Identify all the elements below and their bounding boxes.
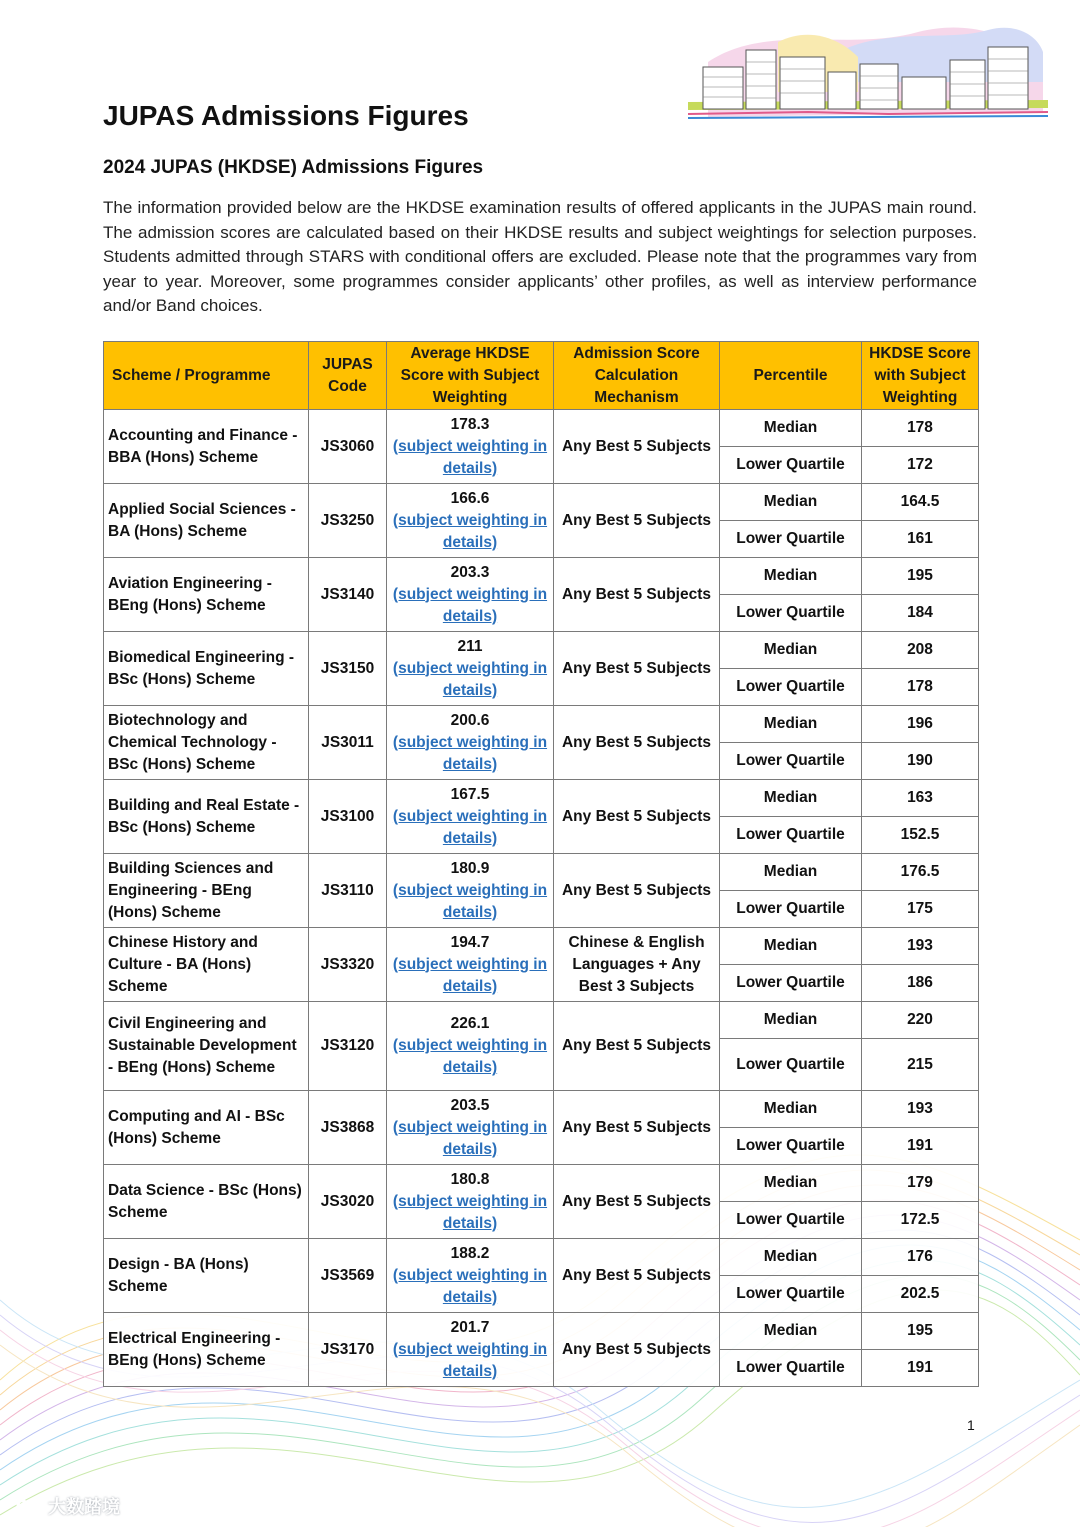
lower-quartile-score: 161	[862, 521, 979, 558]
calculation-mechanism: Any Best 5 Subjects	[554, 780, 720, 854]
lower-quartile-label: Lower Quartile	[720, 817, 862, 854]
watermark	[8, 1493, 120, 1519]
lower-quartile-label: Lower Quartile	[720, 1039, 862, 1091]
header-average: Average HKDSE Score with Subject Weighting	[387, 342, 554, 410]
scheme-name: Applied Social Sciences - BA (Hons) Scheme	[104, 484, 309, 558]
average-score-cell	[387, 1002, 554, 1091]
median-label: Median	[720, 632, 862, 669]
section-subtitle: 2024 JUPAS (HKDSE) Admissions Figures	[103, 157, 484, 178]
calculation-mechanism: Any Best 5 Subjects	[554, 1313, 720, 1387]
average-score: 167.5	[450, 785, 490, 803]
median-score: 208	[862, 632, 979, 669]
average-score-cell	[387, 1165, 554, 1239]
campus-buildings-illustration	[688, 22, 1048, 137]
table-row	[104, 1239, 979, 1276]
average-score: 188.2	[450, 1244, 490, 1262]
calculation-mechanism: Any Best 5 Subjects	[554, 1091, 720, 1165]
jupas-code: JS3020	[309, 1165, 387, 1239]
lower-quartile-score: 184	[862, 595, 979, 632]
average-score: 200.6	[450, 711, 490, 729]
lower-quartile-label: Lower Quartile	[720, 669, 862, 706]
table-row	[104, 484, 979, 521]
average-score-cell	[387, 1313, 554, 1387]
average-score-cell	[387, 558, 554, 632]
jupas-code: JS3060	[309, 410, 387, 484]
average-score-cell	[387, 780, 554, 854]
lower-quartile-score: 175	[862, 891, 979, 928]
jupas-code: JS3100	[309, 780, 387, 854]
jupas-code: JS3868	[309, 1091, 387, 1165]
lower-quartile-score: 191	[862, 1350, 979, 1387]
table-row	[104, 706, 979, 743]
subject-weighting-link[interactable]: (subject weighting in details)	[392, 585, 548, 625]
median-label: Median	[720, 928, 862, 965]
calculation-mechanism: Chinese & English Languages + Any Best 3 Subjects	[554, 928, 720, 1002]
scheme-name: Biotechnology and Chemical Technology - BSc (Hons) Scheme	[104, 706, 309, 780]
median-label: Median	[720, 1239, 862, 1276]
average-score: 178.3	[450, 415, 490, 433]
median-label: Median	[720, 410, 862, 447]
table-row	[104, 632, 979, 669]
scheme-name: Design - BA (Hons) Scheme	[104, 1239, 309, 1313]
lower-quartile-score: 172.5	[862, 1202, 979, 1239]
table-row	[104, 410, 979, 447]
median-score: 163	[862, 780, 979, 817]
jupas-code: JS3320	[309, 928, 387, 1002]
calculation-mechanism: Any Best 5 Subjects	[554, 558, 720, 632]
median-label: Median	[720, 1313, 862, 1350]
scheme-name: Chinese History and Culture - BA (Hons) Scheme	[104, 928, 309, 1002]
scheme-name: Civil Engineering and Sustainable Development - BEng (Hons) Scheme	[104, 1002, 309, 1091]
jupas-code: JS3569	[309, 1239, 387, 1313]
calculation-mechanism: Any Best 5 Subjects	[554, 1165, 720, 1239]
lower-quartile-label: Lower Quartile	[720, 891, 862, 928]
jupas-code: JS3140	[309, 558, 387, 632]
scheme-name: Computing and AI - BSc (Hons) Scheme	[104, 1091, 309, 1165]
table-header-row	[104, 342, 979, 410]
lower-quartile-score: 215	[862, 1039, 979, 1091]
lower-quartile-score: 191	[862, 1128, 979, 1165]
average-score: 226.1	[450, 1015, 490, 1032]
lower-quartile-score: 190	[862, 743, 979, 780]
average-score-cell	[387, 1239, 554, 1313]
subject-weighting-link[interactable]: (subject weighting in details)	[392, 659, 548, 699]
lower-quartile-score: 152.5	[862, 817, 979, 854]
average-score: 203.5	[450, 1096, 490, 1114]
lower-quartile-label: Lower Quartile	[720, 1128, 862, 1165]
median-score: 193	[862, 928, 979, 965]
average-score-cell	[387, 410, 554, 484]
median-label: Median	[720, 484, 862, 521]
median-label: Median	[720, 558, 862, 595]
lower-quartile-score: 172	[862, 447, 979, 484]
median-score: 176	[862, 1239, 979, 1276]
jupas-code: JS3120	[309, 1002, 387, 1091]
table-row	[104, 1002, 979, 1039]
median-score: 193	[862, 1091, 979, 1128]
subject-weighting-link[interactable]: (subject weighting in details)	[392, 881, 548, 921]
average-score: 194.7	[450, 933, 490, 951]
lower-quartile-score: 202.5	[862, 1276, 979, 1313]
average-score: 180.9	[450, 859, 490, 877]
calculation-mechanism: Any Best 5 Subjects	[554, 1002, 720, 1091]
table-row	[104, 1091, 979, 1128]
median-score: 220	[862, 1002, 979, 1039]
lower-quartile-score: 186	[862, 965, 979, 1002]
page-number: 1	[967, 1417, 975, 1433]
calculation-mechanism: Any Best 5 Subjects	[554, 484, 720, 558]
table-row	[104, 780, 979, 817]
table-row	[104, 854, 979, 891]
median-label: Median	[720, 1091, 862, 1128]
median-label: Median	[720, 780, 862, 817]
lower-quartile-label: Lower Quartile	[720, 965, 862, 1002]
scheme-name: Accounting and Finance - BBA (Hons) Scheme	[104, 410, 309, 484]
calculation-mechanism: Any Best 5 Subjects	[554, 854, 720, 928]
lower-quartile-label: Lower Quartile	[720, 743, 862, 780]
median-label: Median	[720, 1002, 862, 1039]
average-score: 180.8	[450, 1170, 490, 1188]
jupas-code: JS3250	[309, 484, 387, 558]
median-score: 176.5	[862, 854, 979, 891]
lower-quartile-score: 178	[862, 669, 979, 706]
jupas-code: JS3170	[309, 1313, 387, 1387]
subject-weighting-link[interactable]: (subject weighting in details)	[392, 955, 548, 995]
average-score: 201.7	[450, 1318, 490, 1336]
jupas-code: JS3150	[309, 632, 387, 706]
header-code: JUPAS Code	[309, 342, 387, 410]
infinity-logo-icon	[8, 1495, 48, 1517]
subject-weighting-link[interactable]: (subject weighting in details)	[392, 511, 548, 551]
median-score: 195	[862, 1313, 979, 1350]
average-score-cell	[387, 484, 554, 558]
subject-weighting-link[interactable]: (subject weighting in details)	[392, 807, 548, 847]
header-scheme: Scheme / Programme	[104, 342, 309, 410]
scheme-name: Electrical Engineering - BEng (Hons) Scheme	[104, 1313, 309, 1387]
lower-quartile-label: Lower Quartile	[720, 447, 862, 484]
calculation-mechanism: Any Best 5 Subjects	[554, 1239, 720, 1313]
median-label: Median	[720, 1165, 862, 1202]
subject-weighting-link[interactable]: (subject weighting in details)	[392, 1118, 548, 1158]
calculation-mechanism: Any Best 5 Subjects	[554, 410, 720, 484]
median-score: 164.5	[862, 484, 979, 521]
average-score-cell	[387, 1091, 554, 1165]
subject-weighting-link[interactable]: (subject weighting in details)	[392, 1340, 548, 1380]
page-title: JUPAS Admissions Figures	[103, 100, 469, 131]
median-score: 196	[862, 706, 979, 743]
header-mechanism: Admission Score Calculation Mechanism	[554, 342, 720, 410]
lower-quartile-label: Lower Quartile	[720, 1276, 862, 1313]
jupas-code: JS3110	[309, 854, 387, 928]
calculation-mechanism: Any Best 5 Subjects	[554, 632, 720, 706]
average-score: 211	[457, 637, 483, 655]
lower-quartile-label: Lower Quartile	[720, 595, 862, 632]
average-score-cell	[387, 632, 554, 706]
header-score: HKDSE Score with Subject Weighting	[862, 342, 979, 410]
watermark-text: 大数踏境	[48, 1497, 120, 1517]
median-score: 178	[862, 410, 979, 447]
admissions-table	[103, 341, 979, 1387]
scheme-name: Building and Real Estate - BSc (Hons) Scheme	[104, 780, 309, 854]
lower-quartile-label: Lower Quartile	[720, 1202, 862, 1239]
average-score-cell	[387, 706, 554, 780]
table-row	[104, 928, 979, 965]
scheme-name: Biomedical Engineering - BSc (Hons) Scheme	[104, 632, 309, 706]
table-row	[104, 1165, 979, 1202]
subject-weighting-link[interactable]: (subject weighting in details)	[392, 1037, 548, 1076]
table-row	[104, 558, 979, 595]
table-row	[104, 1313, 979, 1350]
calculation-mechanism: Any Best 5 Subjects	[554, 706, 720, 780]
subject-weighting-link[interactable]: (subject weighting in details)	[392, 437, 548, 477]
scheme-name: Aviation Engineering - BEng (Hons) Scheme	[104, 558, 309, 632]
scheme-name: Data Science - BSc (Hons) Scheme	[104, 1165, 309, 1239]
lower-quartile-label: Lower Quartile	[720, 1350, 862, 1387]
median-label: Median	[720, 706, 862, 743]
median-label: Median	[720, 854, 862, 891]
jupas-code: JS3011	[309, 706, 387, 780]
average-score-cell	[387, 854, 554, 928]
lower-quartile-label: Lower Quartile	[720, 521, 862, 558]
average-score: 166.6	[450, 489, 490, 507]
median-score: 195	[862, 558, 979, 595]
average-score: 203.3	[450, 563, 490, 581]
table-body	[104, 410, 979, 1387]
intro-paragraph: The information provided below are the HKDSE examination results of offered applicants in the JUPAS main round. The admission scores are calculated based on their HKDSE results and subject weightings for selection purposes. Students admitted through STARS with conditional offers are excluded. Please note that the programmes vary from year to year. Moreover, some programmes consider applicants’ other profiles, as well as interview performance and/or Band choices.	[103, 198, 977, 315]
subject-weighting-link[interactable]: (subject weighting in details)	[392, 1266, 548, 1306]
scheme-name: Building Sciences and Engineering - BEng (Hons) Scheme	[104, 854, 309, 928]
header-percentile: Percentile	[720, 342, 862, 410]
subject-weighting-link[interactable]: (subject weighting in details)	[392, 1192, 548, 1232]
subject-weighting-link[interactable]: (subject weighting in details)	[392, 733, 548, 773]
average-score-cell	[387, 928, 554, 1002]
median-score: 179	[862, 1165, 979, 1202]
